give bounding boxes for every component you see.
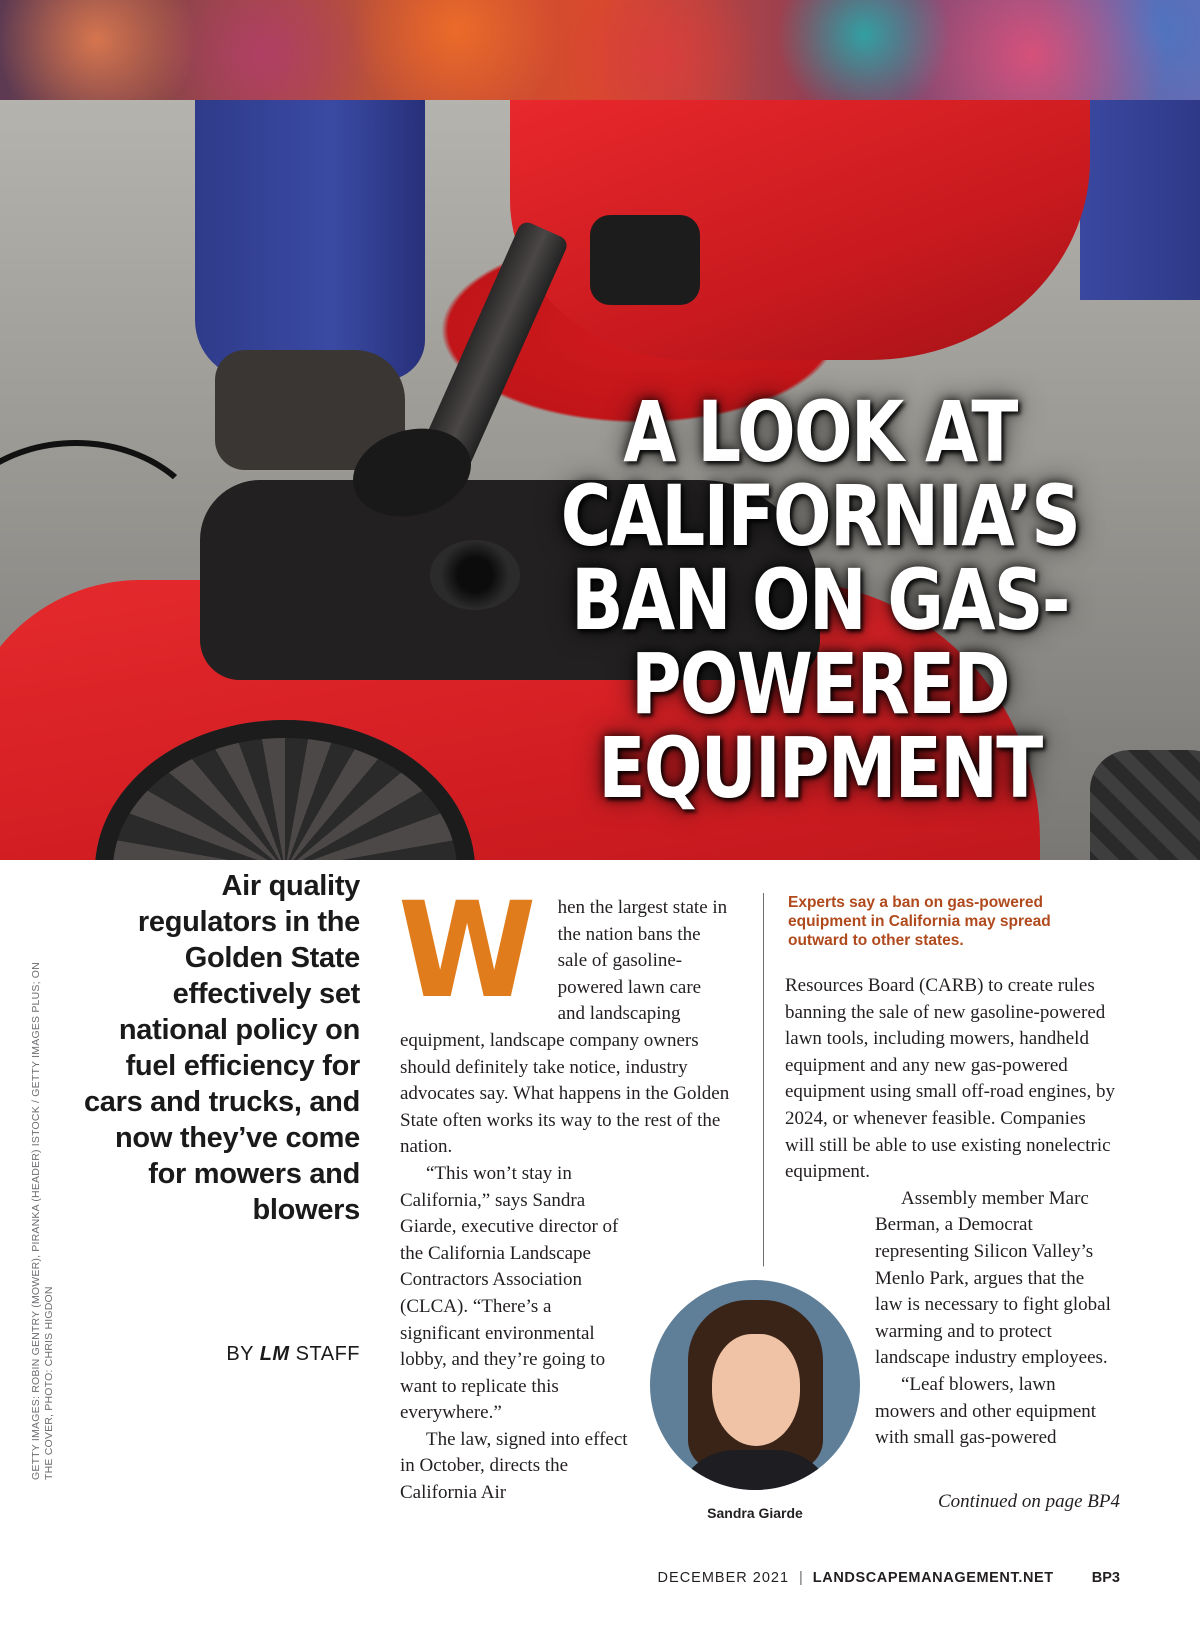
portrait-sandra-giarde (650, 1280, 860, 1490)
header-banner (0, 0, 1200, 100)
drop-cap: W (398, 874, 537, 1028)
photo-tire (1090, 750, 1200, 860)
footer-date: DECEMBER 2021 (657, 1570, 790, 1586)
continued-note: Continued on page BP4 (937, 1491, 1120, 1512)
byline-suffix: STAFF (289, 1343, 360, 1365)
portrait-face (712, 1334, 800, 1446)
pull-quote: Experts say a ban on gas-powered equipment in California may spread outward to other states. (788, 894, 1051, 949)
body-paragraph-1-text: hen the largest state in the nation bans the sale of gasoline-powered lawn care and landscaping equipment, landscape company owners should definitely take notice, industry advocates say. What happens in the Golden State often works its way to the rest of the nation. (400, 897, 730, 1158)
article-headline: A LOOK AT CALIFORNIA’S BAN ON GAS-POWERED EQUIPMENT (560, 383, 1080, 817)
body-paragraph-4: Resources Board (CARB) to create rules banning the sale of new gasoline-powered lawn tools, including mowers, handheld equipment and any new gas-powered equipment using small off-road engines, by 2024, or whenever feasible. Companies will still be able to use existing nonelectric equipment. (785, 975, 1115, 1183)
photo-credit: GETTY IMAGES: ROBIN GENTRY (MOWER), PIRANKA (HEADER) ISTOCK / GETTY IMAGES PLUS; ON THE COVER, PHOTO: CHRIS HIGDON (30, 962, 55, 1480)
page-footer (600, 1570, 1120, 1586)
footer-site[interactable]: LANDSCAPEMANAGEMENT.NET (812, 1570, 1054, 1586)
hero-photo-mower-refuel (0, 100, 1200, 860)
body-paragraph-1 (398, 874, 730, 1161)
photo-spout-cap (590, 215, 700, 305)
photo-legs-right (1080, 100, 1200, 300)
article-deck: Air quality regulators in the Golden State effectively set national policy on fuel efficiency for cars and trucks, and now they’ve come for mowers and blowers (83, 870, 360, 1226)
portrait-caption: Sandra Giarde (707, 1505, 803, 1521)
body-paragraph-2: “This won’t stay in California,” says Sandra Giarde, executive director of the California Landscape Contractors Association (CLCA). “There’s a significant environmental lobby, and they’re going to want to replicate this everywhere.” (400, 1162, 619, 1424)
byline-name: LM (259, 1343, 290, 1365)
photo-legs (195, 100, 425, 380)
photo-fuel-filler (430, 540, 520, 610)
body-paragraph-5: Assembly member Marc Berman, a Democrat representing Silicon Valley’s Menlo Park, argues that the law is necessary to fight global warming and to protect landscape industry employees. (875, 1187, 1111, 1369)
body-paragraph-3: The law, signed into effect in October, directs the California Air (400, 1428, 628, 1504)
body-paragraph-6: “Leaf blowers, lawn mowers and other equipment with small gas-powered (875, 1373, 1097, 1449)
byline-prefix: BY (226, 1343, 260, 1365)
byline (80, 1343, 360, 1366)
footer-separator: | (799, 1570, 803, 1586)
page-number: BP3 (1091, 1570, 1120, 1586)
